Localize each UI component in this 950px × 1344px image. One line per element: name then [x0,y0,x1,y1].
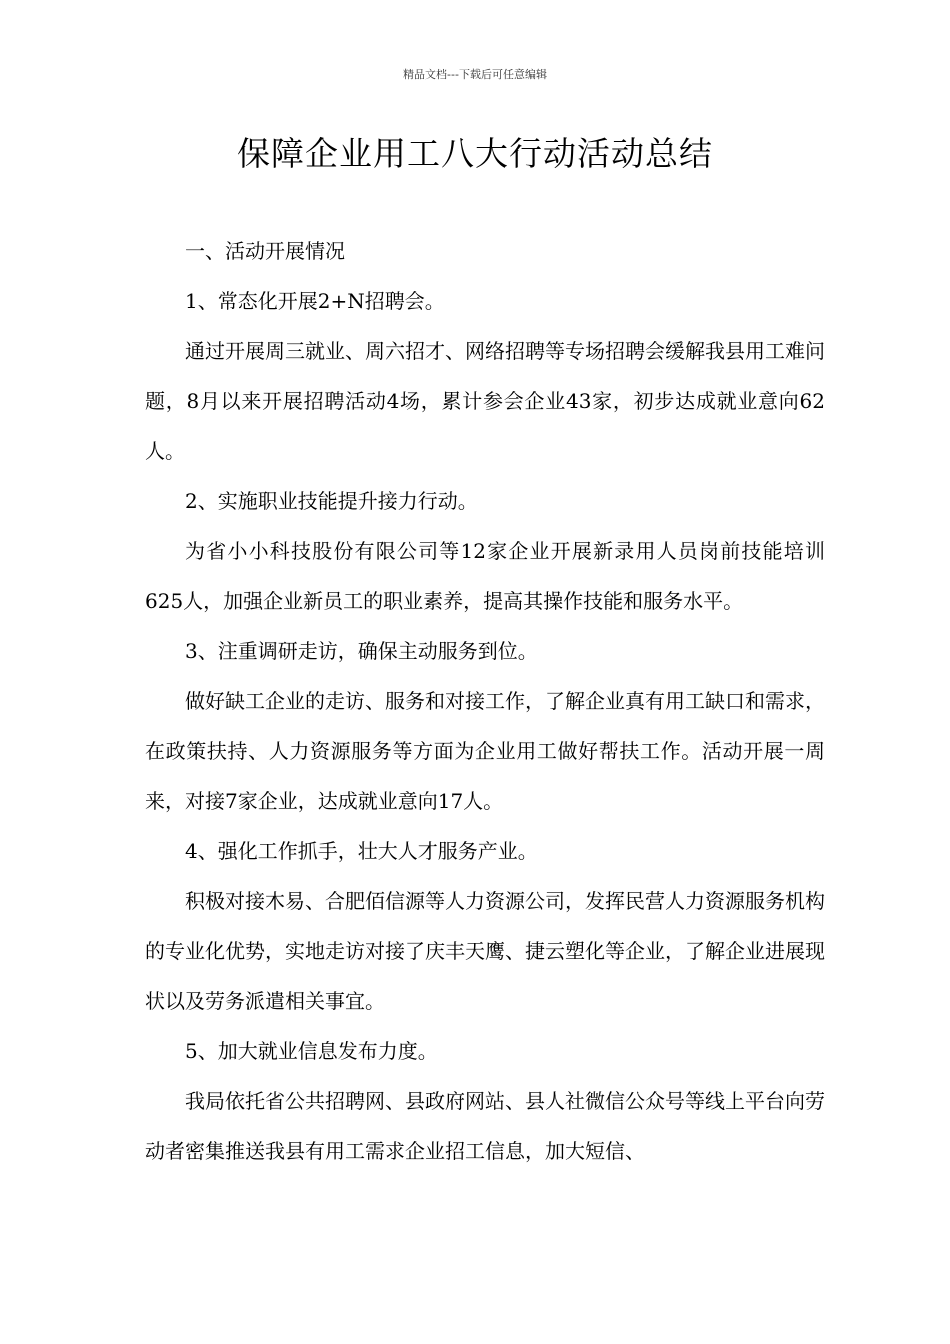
section-heading: 一、活动开展情况 [185,239,345,263]
subsection-heading: 2、实施职业技能提升接力行动。 [185,489,478,513]
paragraph: 为省小小科技股份有限公司等12家企业开展新录用人员岗前技能培训625人，加强企业新员工的职业素养，提高其操作技能和服务水平。 [145,539,825,613]
paragraph: 积极对接木易、合肥佰信源等人力资源公司，发挥民营人力资源服务机构的专业化优势，实地走访对接了庆丰天鹰、捷云塑化等企业，了解企业进展现状以及劳务派遣相关事宜。 [145,889,825,1013]
subsection-heading: 5、加大就业信息发布力度。 [185,1039,438,1063]
subsection-heading: 1、常态化开展2+N招聘会。 [185,289,445,313]
paragraph: 我局依托省公共招聘网、县政府网站、县人社微信公众号等线上平台向劳动者密集推送我县有用工需求企业招工信息，加大短信、 [145,1089,825,1163]
paragraph: 通过开展周三就业、周六招才、网络招聘等专场招聘会缓解我县用工难问题，8月以来开展招聘活动4场，累计参会企业43家，初步达成就业意向62人。 [145,339,825,463]
page-header-note: 精品文档---下载后可任意编辑 [403,68,547,81]
subsection-heading: 4、强化工作抓手，壮大人才服务产业。 [185,839,538,863]
document-body [145,226,825,1176]
document-title: 保障企业用工八大行动活动总结 [237,134,713,173]
paragraph: 做好缺工企业的走访、服务和对接工作，了解企业真有用工缺口和需求，在政策扶持、人力资源服务等方面为企业用工做好帮扶工作。活动开展一周来，对接7家企业，达成就业意向17人。 [145,689,825,813]
subsection-heading: 3、注重调研走访，确保主动服务到位。 [185,639,538,663]
